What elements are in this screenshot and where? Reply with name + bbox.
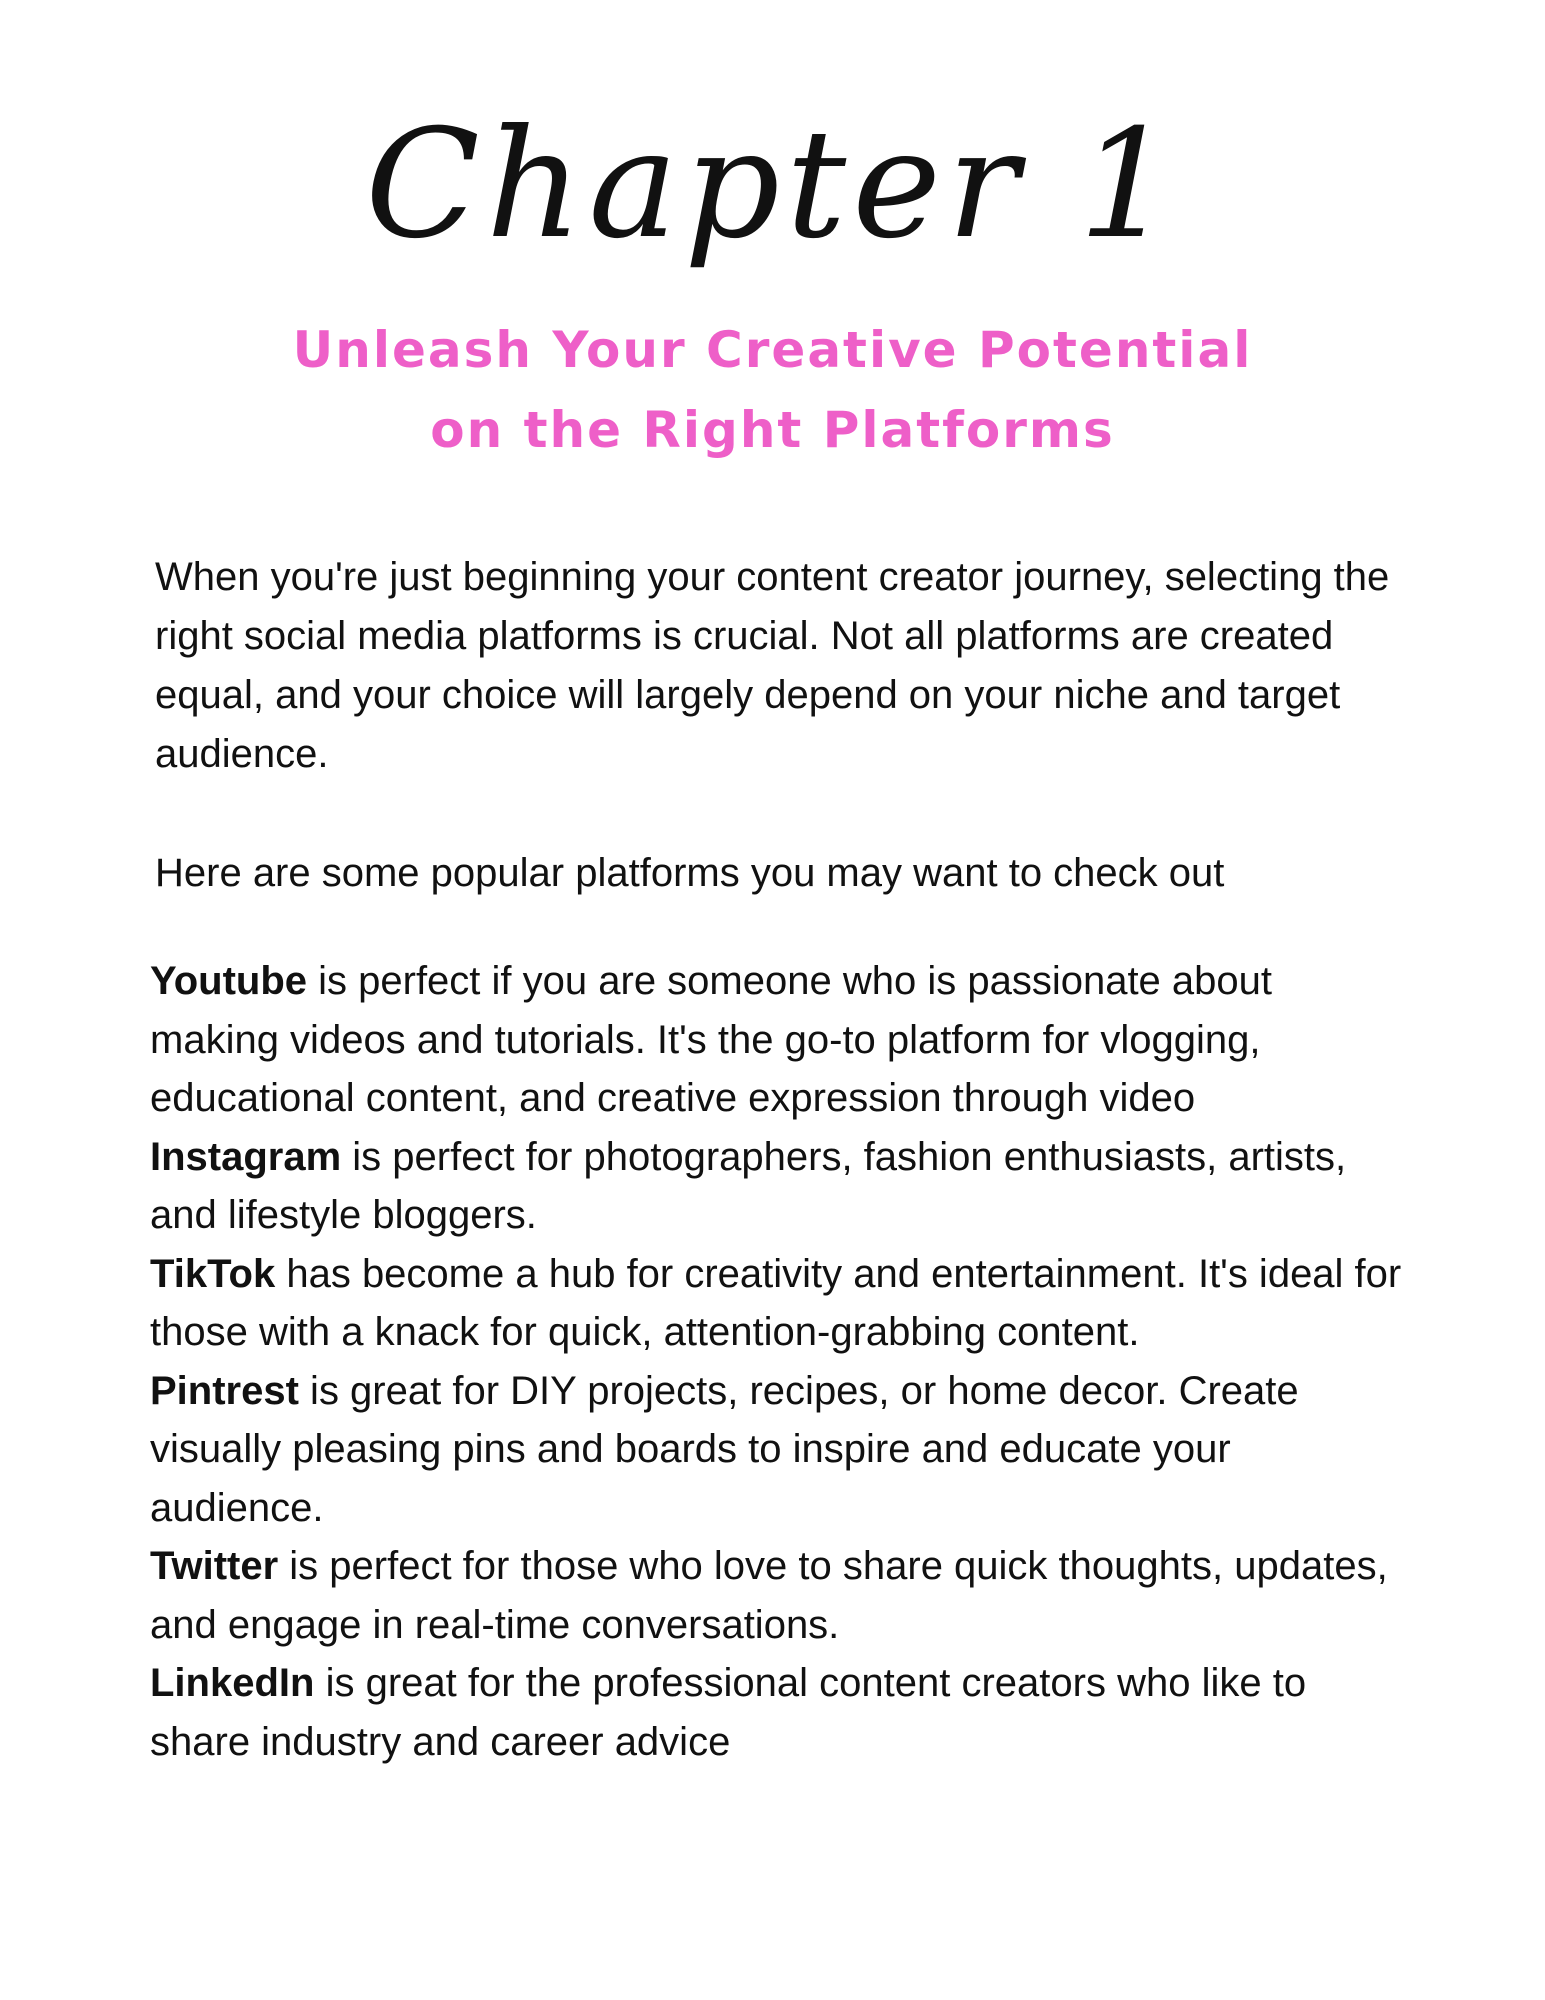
- platform-name: Twitter: [150, 1544, 279, 1588]
- intro-paragraph: When you're just beginning your content creator journey, selecting the right social media platforms is crucial. Not all platforms are created equal, and your choice will largely depend on your niche and target audience.: [155, 555, 1390, 776]
- platform-item-linkedin: [150, 1654, 1410, 1771]
- platform-description: has become a hub for creativity and entertainment. It's ideal for those with a knack for quick, attention-grabbing content.: [150, 1251, 1402, 1354]
- subtitle-line-2: on the Right Platforms: [430, 401, 1115, 459]
- platform-item-tiktok: [150, 1245, 1410, 1362]
- platform-name: TikTok: [150, 1251, 276, 1296]
- platform-name: Pintrest: [150, 1368, 299, 1413]
- platform-description: is perfect for those who love to share quick thoughts, updates, and engage in real-time conversations.: [150, 1544, 1388, 1647]
- platform-item-pintrest: [150, 1362, 1410, 1538]
- chapter-title: Chapter 1: [365, 98, 1180, 272]
- platform-name: Youtube: [150, 959, 308, 1003]
- platform-description: is perfect for photographers, fashion enthusiasts, artists, and lifestyle bloggers.: [150, 1134, 1347, 1237]
- platform-description: is perfect if you are someone who is passionate about making videos and tutorials. It's the go-to platform for vlogging, educational content, and creative expression through video: [150, 959, 1273, 1120]
- platform-item-instagram: [150, 1128, 1410, 1245]
- platform-list: [150, 952, 1410, 1771]
- platform-item-youtube: [150, 952, 1410, 1128]
- platform-item-twitter: [150, 1537, 1410, 1654]
- chapter-subtitle: [0, 310, 1545, 470]
- platform-name: LinkedIn: [150, 1661, 315, 1705]
- subtitle-line-1: Unleash Your Creative Potential: [292, 321, 1253, 379]
- platform-name: Instagram: [150, 1134, 342, 1179]
- platform-description: is great for DIY projects, recipes, or home decor. Create visually pleasing pins and boards to inspire and educate your audience.: [150, 1368, 1299, 1530]
- platform-description: is great for the professional content creators who like to share industry and career advice: [150, 1661, 1307, 1764]
- intro-lead-in: Here are some popular platforms you may want to check out: [155, 851, 1225, 895]
